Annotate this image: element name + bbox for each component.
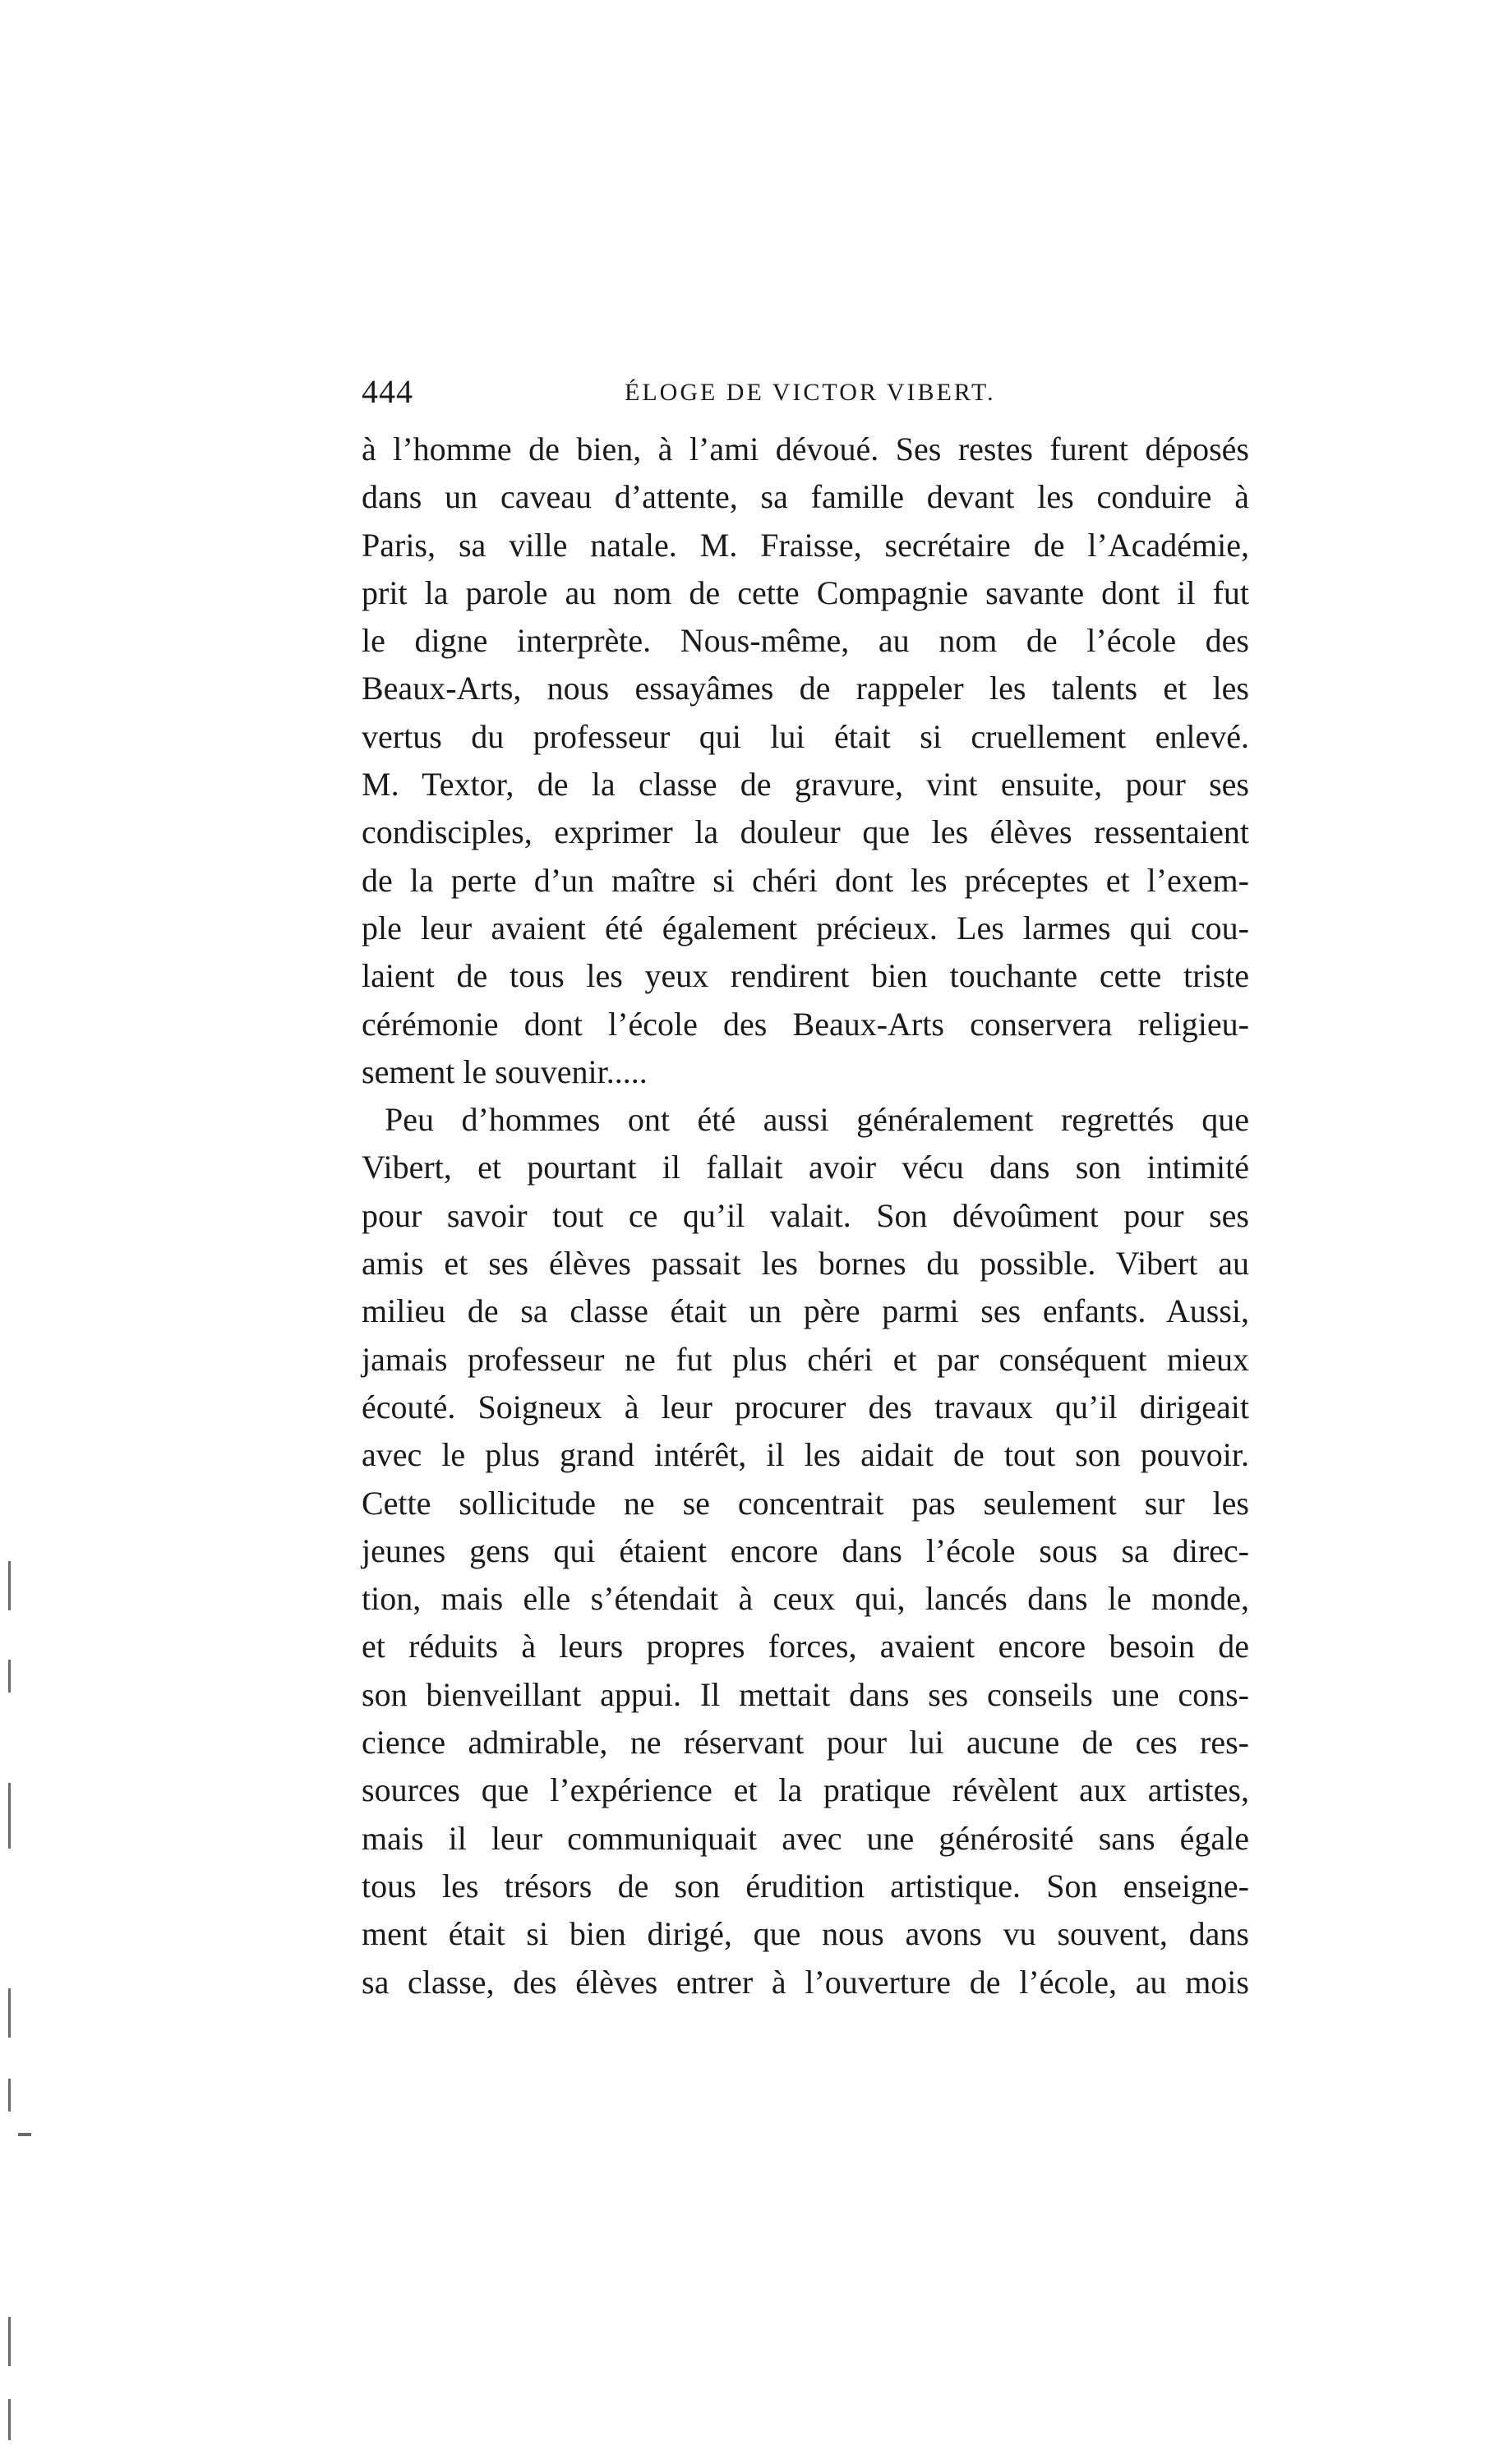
- text-line: sources que l’expérience et la pratique révèlent aux artistes,: [362, 1771, 1249, 1809]
- text-line: tion, mais elle s’étendait à ceux qui, lancés dans le monde,: [362, 1580, 1249, 1618]
- text-line: prit la parole au nom de cette Compagnie savante dont il fut: [362, 573, 1249, 611]
- running-head: [362, 371, 1249, 412]
- text-line: dans un caveau d’attente, sa famille devant les conduire à: [362, 478, 1249, 516]
- scan-edge-mark: [8, 1783, 11, 1849]
- scan-edge-mark: [8, 2317, 11, 2366]
- text-line: son bienveillant appui. Il mettait dans ses conseils une cons-: [362, 1675, 1249, 1713]
- paragraph-end-line: sement le souvenir.....: [362, 1052, 648, 1090]
- text-line: à l’homme de bien, à l’ami dévoué. Ses restes furent déposés: [362, 431, 1249, 467]
- text-line: ment était si bien dirigé, que nous avons vu souvent, dans: [362, 1915, 1249, 1953]
- text-line: jeunes gens qui étaient encore dans l’école sous sa direc-: [362, 1531, 1249, 1569]
- page-number: 444: [362, 373, 413, 410]
- text-line: cience admirable, ne réservant pour lui aucune de ces res-: [362, 1724, 1249, 1762]
- scan-edge-mark: [8, 2079, 11, 2112]
- text-line: le digne interprète. Nous-même, au nom de l’école des: [362, 622, 1249, 660]
- scan-edge-mark: [18, 2133, 31, 2136]
- text-line: sa classe, des élèves entrer à l’ouverture de l’école, au mois: [362, 1963, 1249, 2001]
- text-line: avec le plus grand intérêt, il les aidait de tout son pouvoir.: [362, 1436, 1249, 1474]
- body-text: [362, 426, 1249, 2006]
- text-line: tous les trésors de son érudition artistique. Son enseigne-: [362, 1867, 1249, 1904]
- text-line: mais il leur communiquait avec une générosité sans égale: [362, 1819, 1249, 1857]
- scan-edge-mark: [8, 2399, 11, 2440]
- text-line: condisciples, exprimer la douleur que les élèves ressentaient: [362, 813, 1249, 851]
- text-line: M. Textor, de la classe de gravure, vint ensuite, pour ses: [362, 766, 1249, 804]
- text-line: amis et ses élèves passait les bornes du possible. Vibert au: [362, 1245, 1249, 1283]
- text-line: pour savoir tout ce qu’il valait. Son dévoûment pour ses: [362, 1196, 1249, 1234]
- text-line: cérémonie dont l’école des Beaux-Arts conservera religieu-: [362, 1005, 1249, 1043]
- scan-edge-mark: [8, 1660, 11, 1693]
- text-line: de la perte d’un maître si chéri dont les préceptes et l’exem-: [362, 861, 1249, 899]
- text-line: ple leur avaient été également précieux. Les larmes qui cou-: [362, 909, 1249, 946]
- text-line: et réduits à leurs propres forces, avaient encore besoin de: [362, 1628, 1249, 1665]
- text-line: Cette sollicitude ne se concentrait pas seulement sur les: [362, 1484, 1249, 1522]
- text-line: écouté. Soigneux à leur procurer des travaux qu’il dirigeait: [362, 1388, 1249, 1425]
- text-line: Paris, sa ville natale. M. Fraisse, secrétaire de l’Académie,: [362, 526, 1249, 564]
- text-line: Beaux-Arts, nous essayâmes de rappeler les talents et les: [362, 670, 1249, 707]
- scan-edge-mark: [8, 1561, 11, 1610]
- text-line: Vibert, et pourtant il fallait avoir vécu dans son intimité: [362, 1149, 1249, 1186]
- running-title: ÉLOGE DE VICTOR VIBERT.: [625, 379, 996, 406]
- scan-edge-mark: [8, 1988, 11, 2038]
- text-line: jamais professeur ne fut plus chéri et par conséquent mieux: [362, 1340, 1249, 1378]
- paragraph-start-line: Peu d’hommes ont été aussi généralement regrettés que: [385, 1101, 1249, 1139]
- text-line: milieu de sa classe était un père parmi ses enfants. Aussi,: [362, 1292, 1249, 1330]
- text-line: vertus du professeur qui lui était si cruellement enlevé.: [362, 717, 1249, 755]
- text-line: laient de tous les yeux rendirent bien touchante cette triste: [362, 957, 1249, 995]
